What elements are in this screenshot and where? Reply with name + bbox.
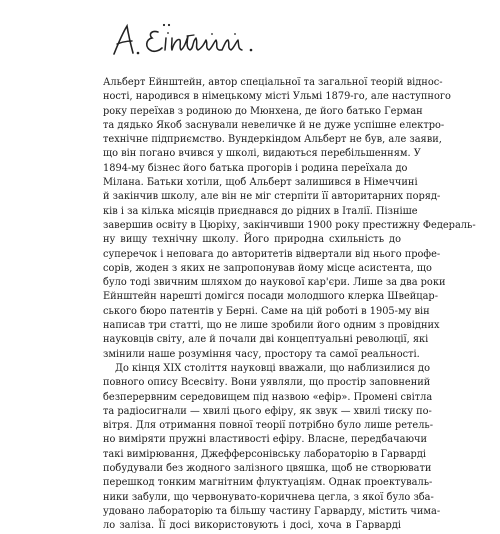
text-line: що він погано вчився у школі, видаються перебільшенням. У xyxy=(103,148,421,160)
text-line: ського бюро патентів у Берні. Саме на цій роботі в 1905-му він xyxy=(103,305,430,317)
text-line: Ейнштейн нарешті домігся посади молодшого клерка Швейцар- xyxy=(103,291,439,303)
text-line: написав три статті, що не лише зробили його одним з провідних xyxy=(103,320,440,332)
text-line: безперервним середовищем під назвою «ефір». Промені світла xyxy=(103,391,433,403)
text-line: та дядько Якоб заснували невеличке й не дуже успішне електро- xyxy=(103,119,445,131)
text-line: ло заліза. Її досі використовують і досі, хоча в Гарварді xyxy=(103,520,401,532)
text-line: суперечок і неповага до авторитетів відвертали від нього профе- xyxy=(103,248,441,260)
text-line: Альберт Ейнштейн, автор спеціальної та загальної теорій віднос- xyxy=(103,77,443,88)
text-line: Мілана. Батьки хотіли, щоб Альберт залишився в Німеччині xyxy=(103,177,418,189)
text-line: сорів, жоден з яких не запропонував йому місце асистента, що xyxy=(103,262,432,274)
signature-image xyxy=(108,18,268,62)
text-line: перешкод тонким магнітним флуктуаціям. Однак проектуваль- xyxy=(103,477,433,489)
text-line: ники забули, що червонувато-коричнева цегла, з якої було зба- xyxy=(103,491,434,503)
text-line: До кінця XIX століття науковці вважали, що наблизилися до xyxy=(115,362,430,374)
text-line: року переїхав з родиною до Мюнхена, де його батько Герман xyxy=(103,105,423,117)
text-line: технічне підприємство. Вундеркіндом Альберт не був, але заяви, xyxy=(103,134,442,146)
text-line: змінили наше розуміння часу, простору та самої реальності. xyxy=(103,348,420,360)
paragraph-2 xyxy=(103,362,441,534)
text-line: побудували без жодного залізного цвяшка, щоб не створювати xyxy=(103,463,432,475)
text-line: й закінчив школу, але він не міг стерпіти її авторитарних поряд- xyxy=(103,191,441,203)
signature-icon xyxy=(108,18,268,62)
text-line: вітря. Для отримання повної теорії потрібно було лише ретель- xyxy=(103,420,434,432)
text-line: удовано лабораторію та більшу частину Гарварду, містить чима- xyxy=(103,505,441,517)
text-line: завершив освіту в Цюріху, закінчивши 1900 року престижну Федераль- xyxy=(103,219,476,231)
text-line: було тоді звичним шляхом до наукової кар'єри. Лише за два роки xyxy=(103,277,446,289)
text-line: ків і за кілька місяців приєднався до рідних в Італії. Пізніше xyxy=(103,205,418,217)
paragraph-1 xyxy=(103,76,476,362)
text-line: ну вищу технічну школу. Його природна схильність до xyxy=(103,234,401,246)
text-line: такі вимірювання, Джефферсонівську лабораторію в Гарварді xyxy=(103,448,426,460)
text-line: ності, народився в німецькому місті Ульмі 1879-го, але наступного xyxy=(103,91,451,103)
text-line: та радіосигнали — хвилі цього ефіру, як звук — хвилі тиску по- xyxy=(103,405,432,417)
text-line: повного опису Всесвіту. Вони уявляли, що простір заповнений xyxy=(103,377,431,389)
text-line: но виміряти пружні властивості ефіру. Власне, передбачаючи xyxy=(103,434,427,446)
body-text xyxy=(103,76,476,534)
text-line: науковців світу, але й почали дві концептуальні революції, які xyxy=(103,334,429,346)
text-line: 1894-му бізнес його батька прогорів і родина переїхала до xyxy=(103,162,408,174)
